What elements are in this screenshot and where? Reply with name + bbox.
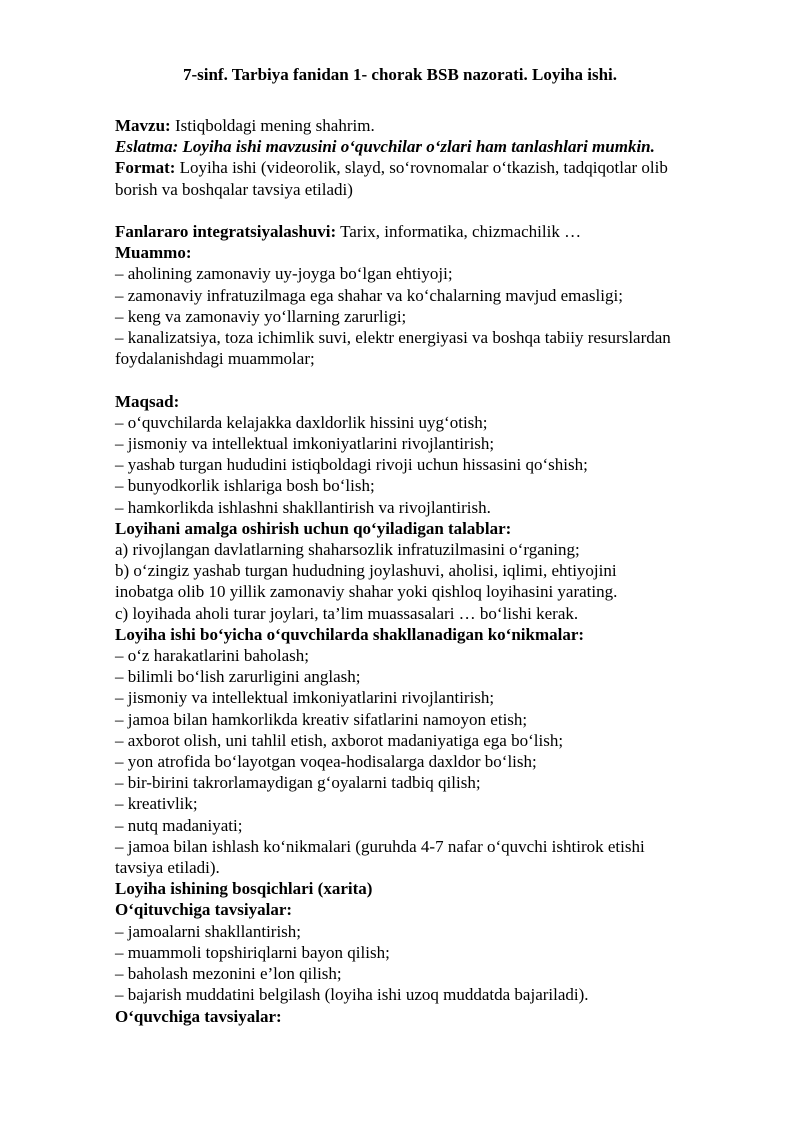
eslatma-line: Eslatma: Loyiha ishi mavzusini o‘quvchilar o‘zlari ham tanlashlari mumkin.	[115, 137, 655, 157]
list-item: foydalanishdagi muammolar;	[115, 349, 315, 369]
list-item: – yashab turgan hududini istiqboldagi rivoji uchun hissasini qo‘shish;	[115, 455, 588, 475]
list-item: – bunyodkorlik ishlariga bosh bo‘lish;	[115, 476, 375, 496]
mavzu-text: Istiqboldagi mening shahrim.	[170, 116, 375, 135]
bosqichlar-heading: Loyiha ishining bosqichlari (xarita)	[115, 879, 373, 899]
format-label: Format:	[115, 158, 176, 178]
list-item: – kreativlik;	[115, 794, 198, 814]
konikmalar-heading: Loyiha ishi bo‘yicha o‘quvchilarda shakllanadigan ko‘nikmalar:	[115, 624, 585, 644]
list-item: – o‘quvchilarda kelajakka daxldorlik hissini uyg‘otish;	[115, 412, 488, 432]
list-item: tavsiya etiladi).	[115, 858, 220, 878]
list-item: – bilimli bo‘lish zarurligini anglash;	[115, 667, 361, 687]
oqituvchiga-heading: O‘qituvchiga tavsiyalar:	[115, 900, 293, 920]
spacer	[115, 200, 735, 221]
list-item: – muammoli topshiriqlarni bayon qilish;	[115, 942, 390, 962]
list-item: a) rivojlangan davlatlarning shaharsozlik infratuzilmasini o‘rganing;	[115, 540, 580, 560]
muammo-heading: Muammo:	[115, 243, 192, 263]
list-item: – axborot olish, uni tahlil etish, axborot madaniyatiga ega bo‘lish;	[115, 730, 564, 750]
list-item: – bir-birini takrorlamaydigan g‘oyalarni tadbiq qilish;	[115, 773, 481, 793]
list-item: – jismoniy va intellektual imkoniyatlarini rivojlantirish;	[115, 688, 495, 708]
list-item: – baholash mezonini e’lon qilish;	[115, 964, 342, 984]
format-text: Loyiha ishi (videorolik, slayd, so‘rovnomalar o‘tkazish, tadqiqotlar olib	[175, 158, 668, 178]
talablar-heading: Loyihani amalga oshirish uchun qo‘yiladigan talablar:	[115, 518, 512, 538]
list-item: – keng va zamonaviy yo‘llarning zarurligi;	[115, 306, 407, 326]
list-item: c) loyihada aholi turar joylari, ta’lim muassasalari … bo‘lishi kerak.	[115, 603, 579, 623]
mavzu-line	[115, 115, 735, 136]
list-item: – bajarish muddatini belgilash (loyiha ishi uzoq muddatda bajariladi).	[115, 985, 589, 1005]
integratsiya-text: Tarix, informatika, chizmachilik …	[336, 222, 582, 241]
list-item: – zamonaviy infratuzilmaga ega shahar va ko‘chalarning mavjud emasligi;	[115, 285, 623, 305]
spacer	[115, 369, 735, 390]
list-item: inobatga olib 10 yillik zamonaviy shahar yoki qishloq loyihasini yarating.	[115, 582, 618, 602]
list-item: – jismoniy va intellektual imkoniyatlarini rivojlantirish;	[115, 434, 495, 454]
mavzu-label: Mavzu:	[115, 116, 171, 135]
list-item: – jamoa bilan ishlash ko‘nikmalari (guruhda 4-7 nafar o‘quvchi ishtirok etishi	[115, 836, 645, 856]
list-item: – aholining zamonaviy uy-joyga bo‘lgan ehtiyoji;	[115, 264, 453, 284]
format-line-2: borish va boshqalar tavsiya etiladi)	[115, 179, 353, 199]
list-item: – hamkorlikda ishlashni shakllantirish va rivojlantirish.	[115, 497, 491, 517]
document-body	[115, 115, 735, 1027]
list-item: – nutq madaniyati;	[115, 815, 243, 835]
list-item: b) o‘zingiz yashab turgan hududning joylashuvi, aholisi, iqlimi, ehtiyojini	[115, 561, 617, 581]
list-item: – yon atrofida bo‘layotgan voqea-hodisalarga daxldor bo‘lish;	[115, 752, 537, 772]
oquvchiga-heading: O‘quvchiga tavsiyalar:	[115, 1006, 282, 1026]
maqsad-heading: Maqsad:	[115, 391, 180, 411]
document-title: 7-sinf. Tarbiya fanidan 1- chorak BSB nazorati. Loyiha ishi.	[182, 65, 618, 84]
list-item: – jamoalarni shakllantirish;	[115, 921, 302, 941]
list-item: – jamoa bilan hamkorlikda kreativ sifatlarini namoyon etish;	[115, 709, 528, 729]
list-item: – kanalizatsiya, toza ichimlik suvi, elektr energiyasi va boshqa tabiiy resurslardan	[115, 328, 671, 348]
integratsiya-line	[115, 221, 735, 242]
format-line-1	[115, 157, 735, 178]
integratsiya-label: Fanlararo integratsiyalashuvi:	[115, 222, 337, 241]
list-item: – o‘z harakatlarini baholash;	[115, 646, 310, 666]
